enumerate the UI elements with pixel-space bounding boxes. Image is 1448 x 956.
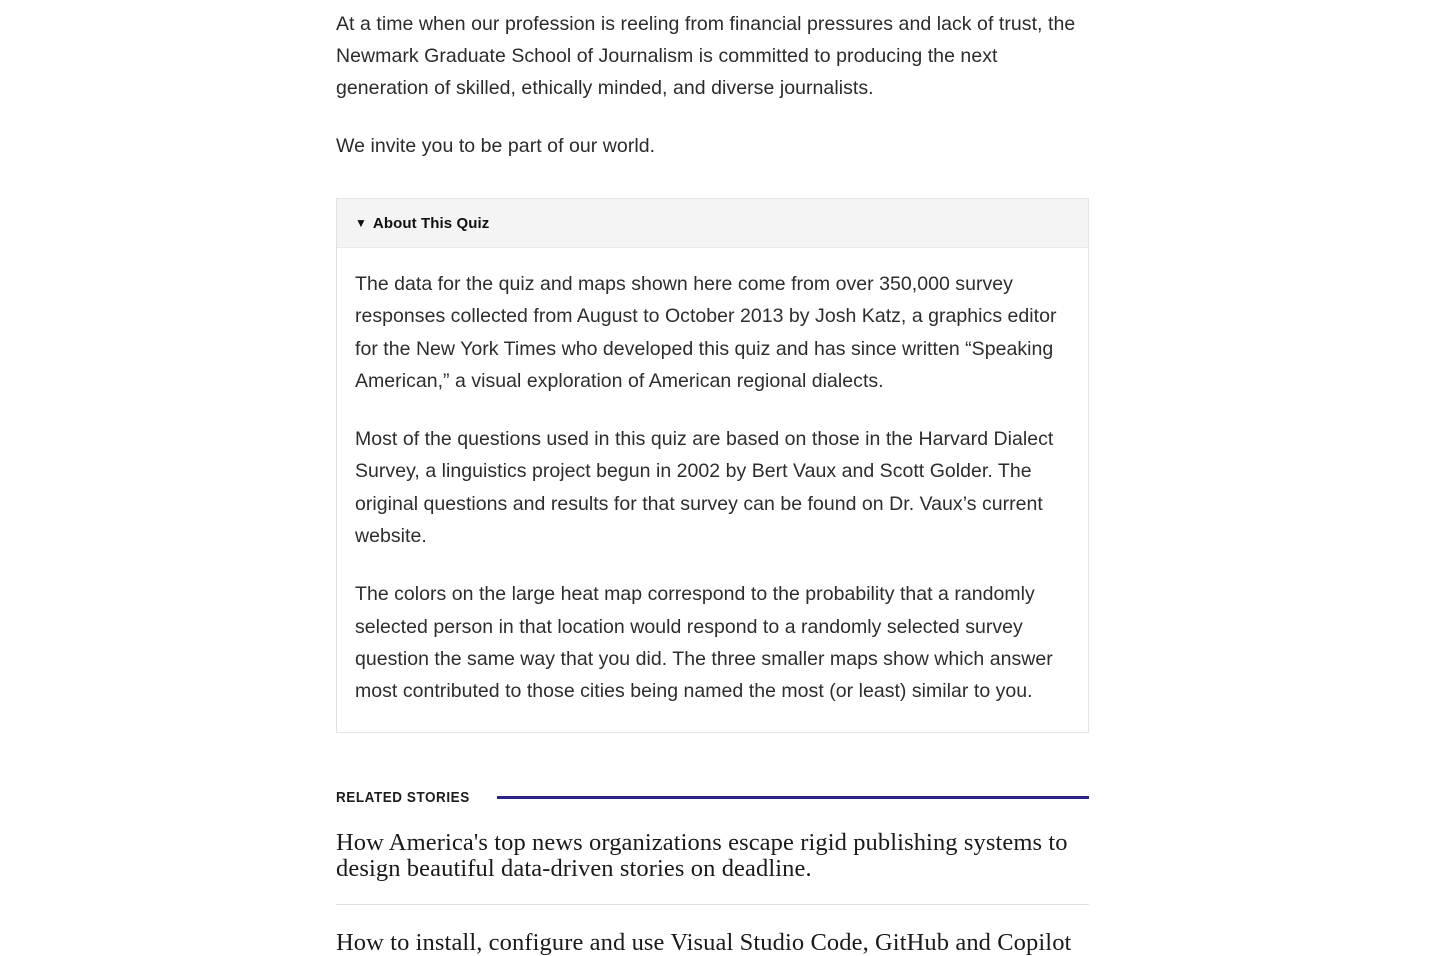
intro-paragraph-1: At a time when our profession is reeling from financial pressures and lack of trust, the Newmark Graduate School of Journalism is committed to producing the next generation of skilled, ethically minded, and diverse journalists. (336, 13, 1076, 99)
quiz-paragraph-2: Most of the questions used in this quiz are based on those in the Harvard Dialect Survey, a linguistics project begun in 2002 by Bert Vaux and Scott Golder. The original questions and results for that survey can be found on Dr. Vaux’s current website. (355, 428, 1054, 548)
article-content-column (336, 0, 1089, 956)
related-stories-section (336, 788, 1089, 956)
related-stories-rule (497, 796, 1089, 799)
about-quiz-panel (336, 198, 1089, 733)
related-story-link-2[interactable]: How to install, configure and use Visual Studio Code, GitHub and Copilot (336, 928, 1072, 956)
related-story-link-1[interactable]: How America's top news organizations escape rigid publishing systems to design beautiful data-driven stories on deadline. (336, 828, 1068, 882)
about-quiz-body (337, 248, 1088, 732)
about-quiz-title: About This Quiz (372, 215, 490, 232)
about-quiz-toggle[interactable] (337, 199, 1088, 248)
chevron-down-icon: ▼ (355, 215, 367, 230)
related-stories-label: RELATED STORIES (336, 789, 470, 806)
intro-paragraph-2: We invite you to be part of our world. (336, 135, 656, 157)
list-item[interactable] (336, 830, 1089, 905)
list-item[interactable] (336, 905, 1089, 956)
article-intro (336, 0, 1089, 162)
related-stories-header (336, 788, 1089, 808)
related-stories-list (336, 830, 1089, 956)
quiz-paragraph-1: The data for the quiz and maps shown here come from over 350,000 survey responses collected from August to October 2013 by Josh Katz, a graphics editor for the New York Times who developed this quiz and has since written “Speaking American,” a visual exploration of American regional dialects. (355, 273, 1057, 392)
quiz-paragraph-3: The colors on the large heat map correspond to the probability that a randomly selected person in that location would respond to a randomly selected survey question the same way that you did. The three smaller maps show which answer most contributed to those cities being named the most (or least) similar to you. (355, 583, 1053, 703)
